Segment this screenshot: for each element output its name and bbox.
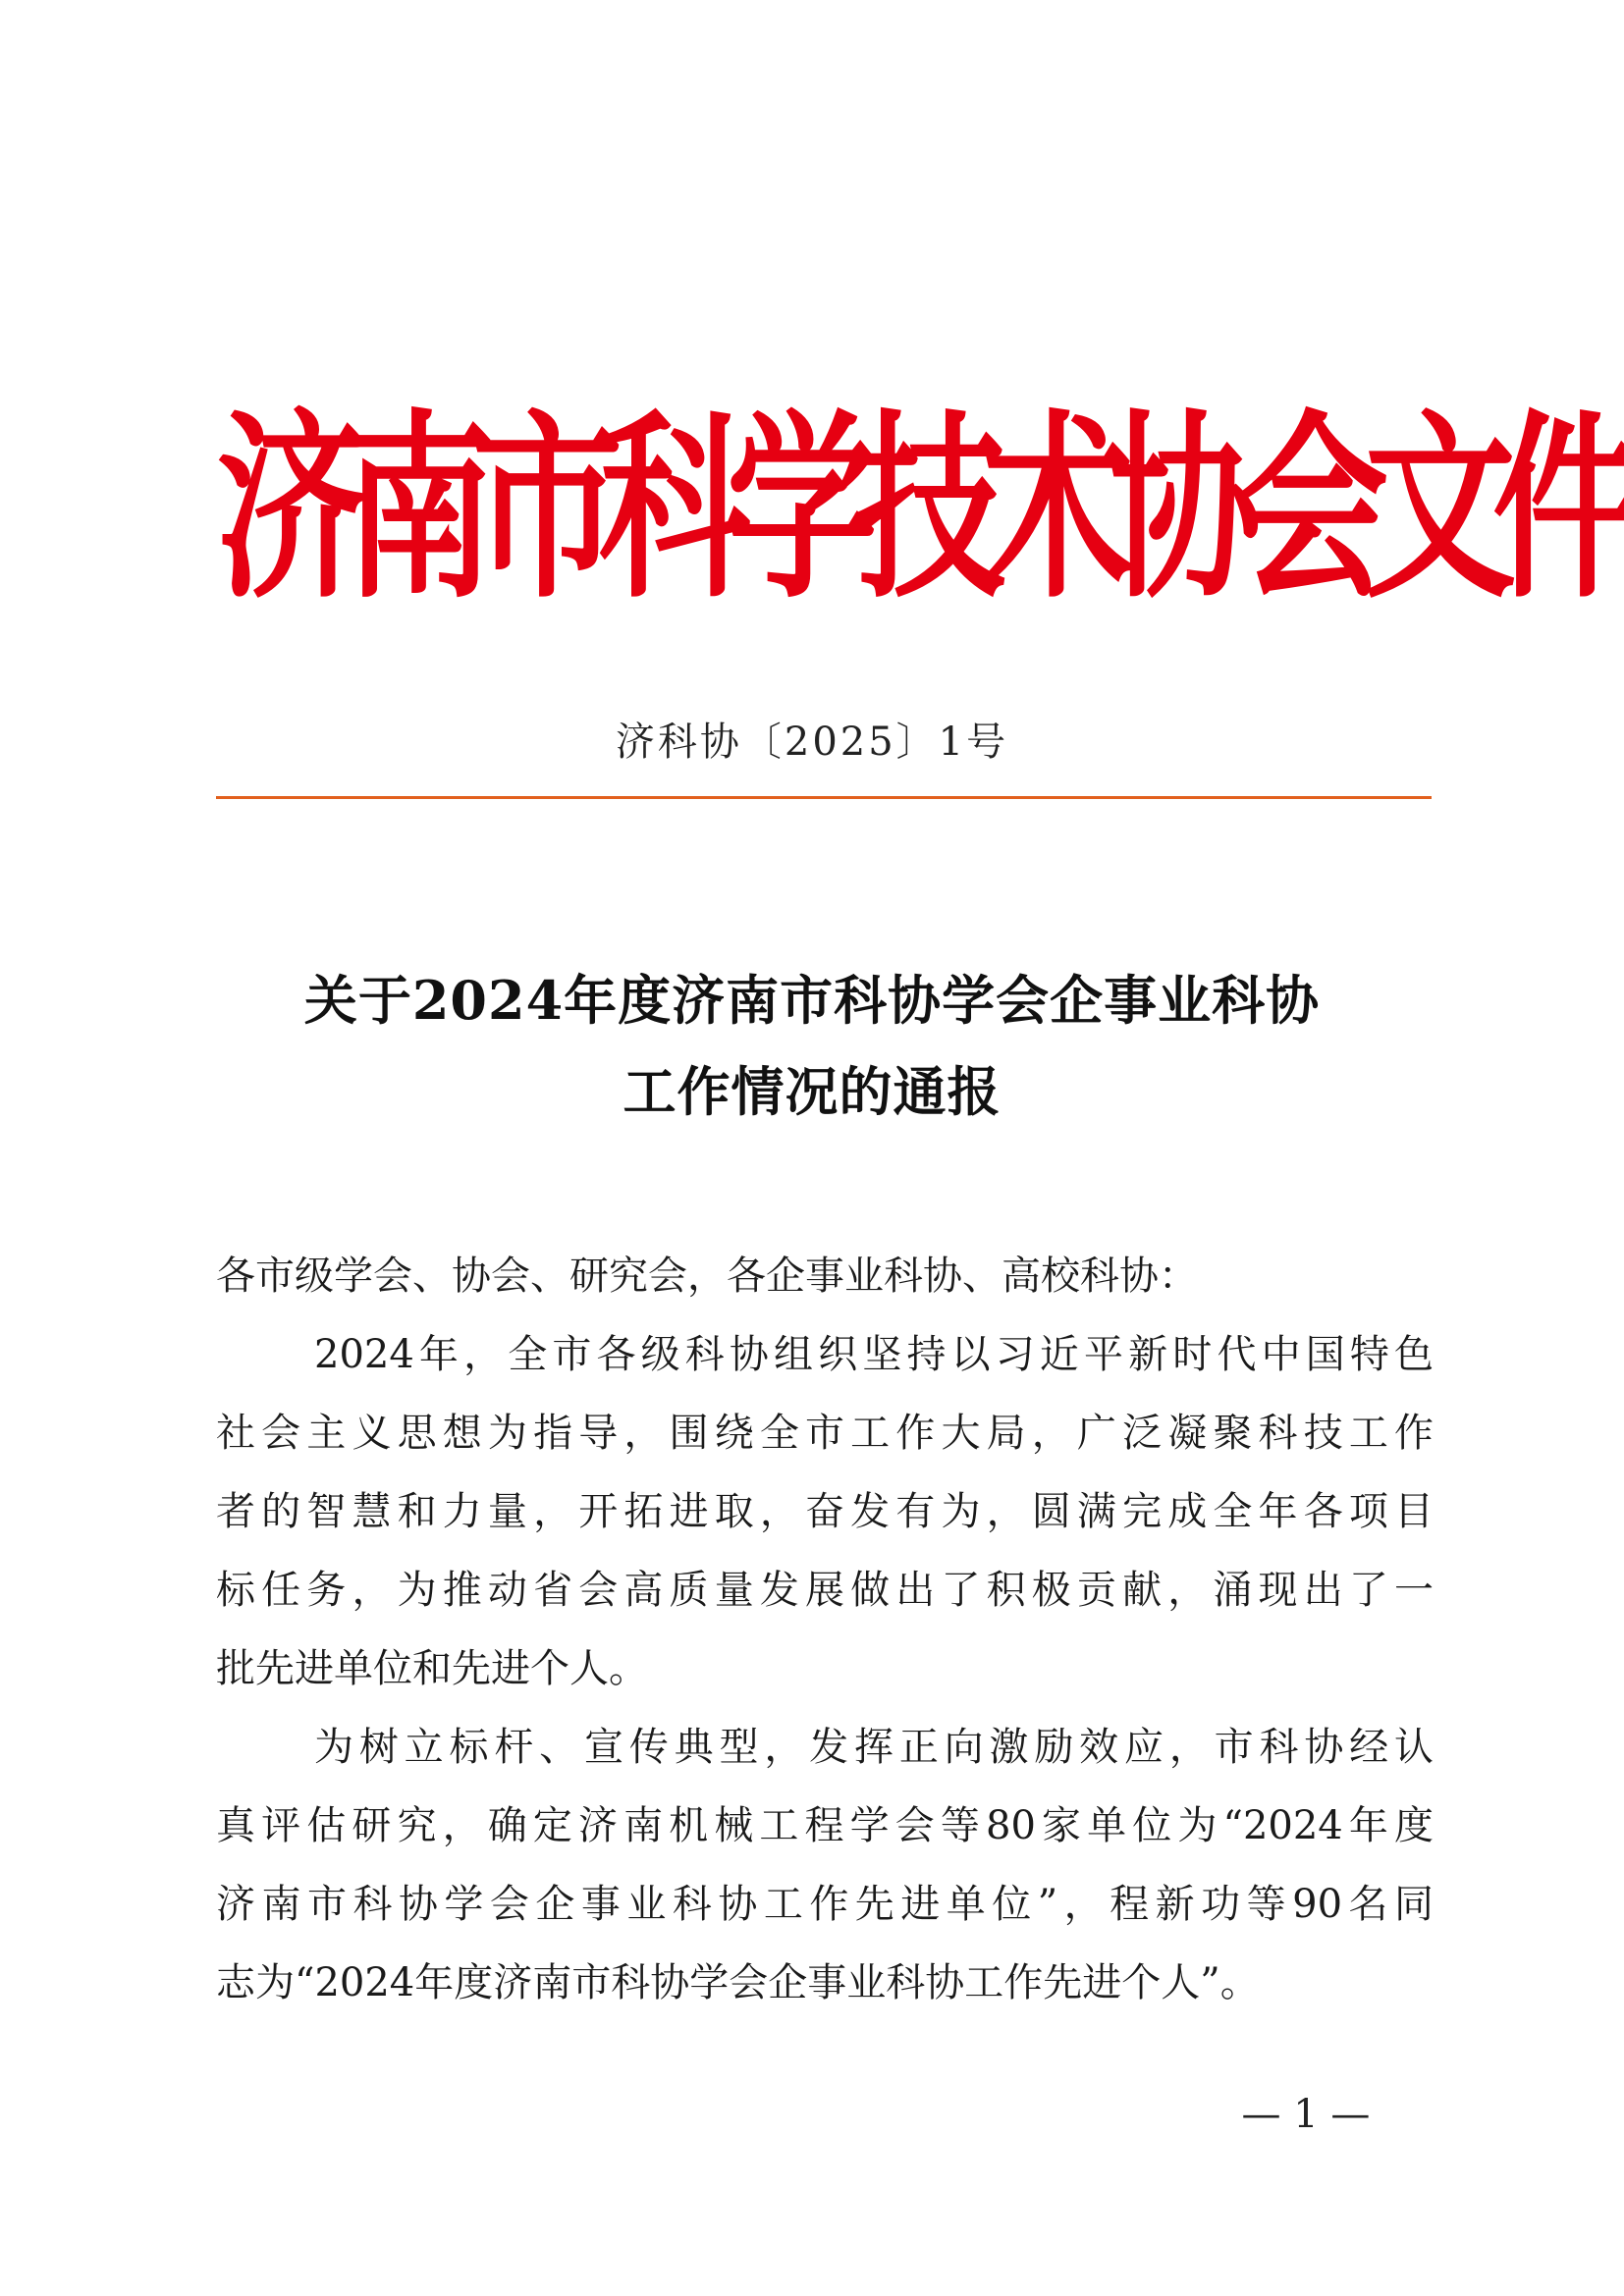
paragraph-1-line-5: 批先进单位和先进个人。	[216, 1646, 648, 1691]
masthead-title: 济南市科学技术协会文件	[216, 394, 1621, 626]
document-number: 济科协〔2025〕1号	[615, 720, 1009, 765]
notice-title-line-2: 工作情况的通报	[623, 1060, 1001, 1123]
salutation: 各市级学会、协会、研究会，各企事业科协、高校科协：	[216, 1254, 1198, 1299]
page-number: — 1 —	[1241, 2092, 1371, 2137]
paragraph-1-line-3: 者的智慧和力量，开拓进取，奋发有为，圆满完成全年各项目	[216, 1489, 1434, 1534]
notice-title-line-1: 关于2024年度济南市科协学会企事业科协	[303, 969, 1321, 1032]
paragraph-2-line-2: 真评估研究，确定济南机械工程学会等80家单位为“2024年度	[216, 1803, 1434, 1848]
paragraph-2-line-1: 为树立标杆、宣传典型，发挥正向激励效应，市科协经认	[314, 1725, 1434, 1770]
paragraph-2-line-4: 志为“2024年度济南市科协学会企事业科协工作先进个人”。	[216, 1960, 1260, 2005]
paragraph-1-line-1: 2024年，全市各级科协组织坚持以习近平新时代中国特色	[314, 1332, 1434, 1377]
header-divider	[216, 796, 1432, 799]
paragraph-1-line-4: 标任务，为推动省会高质量发展做出了积极贡献，涌现出了一	[216, 1568, 1434, 1613]
paragraph-2-line-3: 济南市科协学会企事业科协工作先进单位”，程新功等90名同	[216, 1882, 1434, 1927]
paragraph-1-line-2: 社会主义思想为指导，围绕全市工作大局，广泛凝聚科技工作	[216, 1411, 1434, 1456]
